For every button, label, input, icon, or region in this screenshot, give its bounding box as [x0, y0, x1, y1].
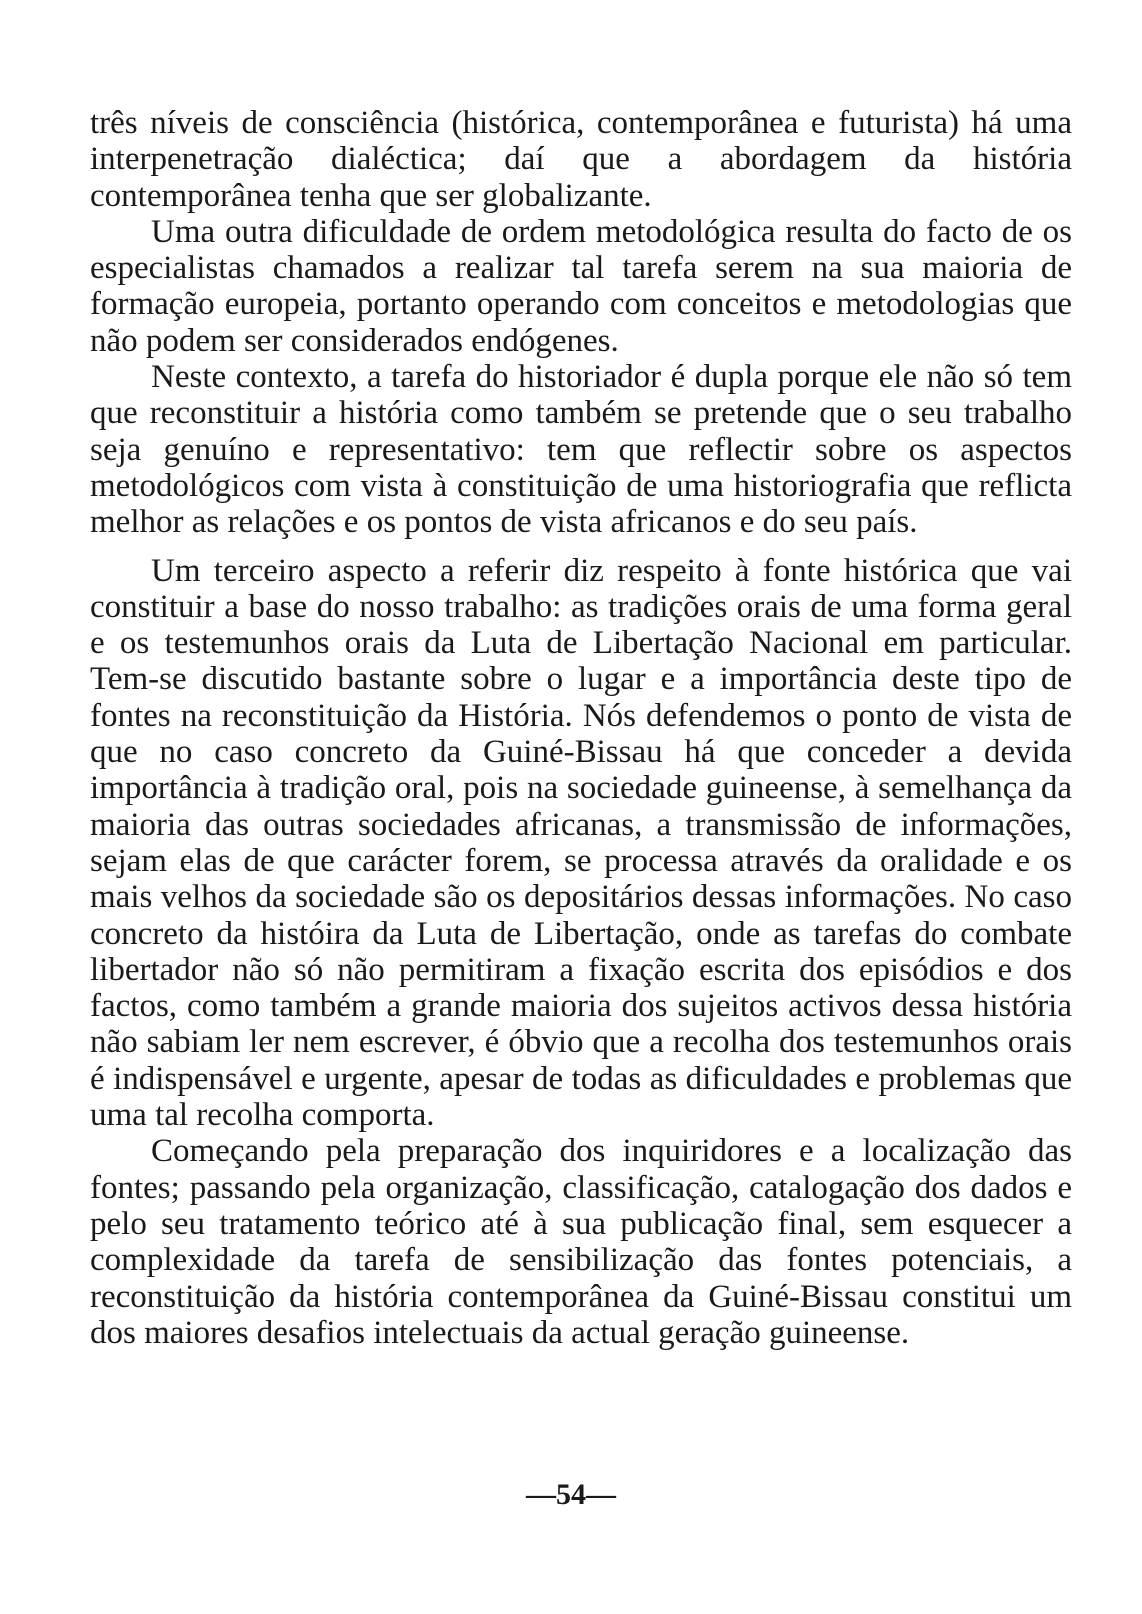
- body-text: [90, 105, 1072, 1351]
- paragraph-1: três níveis de consciência (histórica, contemporânea e futurista) há uma interpenetração dialéctica; daí que a abordagem da história contemporânea tenha que ser globalizante.: [90, 105, 1072, 214]
- page-number: —54—: [526, 1478, 616, 1511]
- paragraph-5: Começando pela preparação dos inquiridores e a localização das fontes; passando pela organização, classificação, catalogação dos dados e pelo seu tratamento teórico até à sua publicação final, sem esquecer a complexidade da tarefa de sensibilização das fontes potenciais, a reconstituição da história contemporânea da Guiné-Bissau constitui um dos maiores desafios intelectuais da actual geração guineense.: [90, 1133, 1072, 1351]
- paragraph-4: Um terceiro aspecto a referir diz respeito à fonte histórica que vai constituir a base do nosso trabalho: as tradições orais de uma forma geral e os testemunhos orais da Luta de Libertação Nacional em particular. Tem-se discutido bastante sobre o lugar e a importância deste tipo de fontes na reconstituição da História. Nós defendemos o ponto de vista de que no caso concreto da Guiné-Bissau há que conceder a devida importância à tradição oral, pois na sociedade guineense, à semelhança da maioria das outras sociedades africanas, a transmissão de informações, sejam elas de que carácter forem, se processa através da oralidade e os mais velhos da sociedade são os depositários dessas informações. No caso concreto da históira da Luta de Libertação, onde as tarefas do combate libertador não só não permitiram a fixação escrita dos episódios e dos factos, como também a grande maioria dos sujeitos activos dessa história não sabiam ler nem escrever, é óbvio que a recolha dos testemunhos orais é indispensável e urgente, apesar de todas as dificuldades e problemas que uma tal recolha comporta.: [90, 552, 1072, 1134]
- paragraph-2: Uma outra dificuldade de ordem metodológica resulta do facto de os especialistas chamados a realizar tal tarefa serem na sua maioria de formação europeia, portanto operando com conceitos e metodologias que não podem ser considerados endógenes.: [90, 213, 1072, 359]
- paragraph-3: Neste contexto, a tarefa do historiador é dupla porque ele não só tem que reconstituir a história como também se pretende que o seu trabalho seja genuíno e representativo: tem que reflectir sobre os aspectos metodológicos com vista à constituição de uma historiografia que reflicta melhor as relações e os pontos de vista africanos e do seu país.: [90, 359, 1072, 541]
